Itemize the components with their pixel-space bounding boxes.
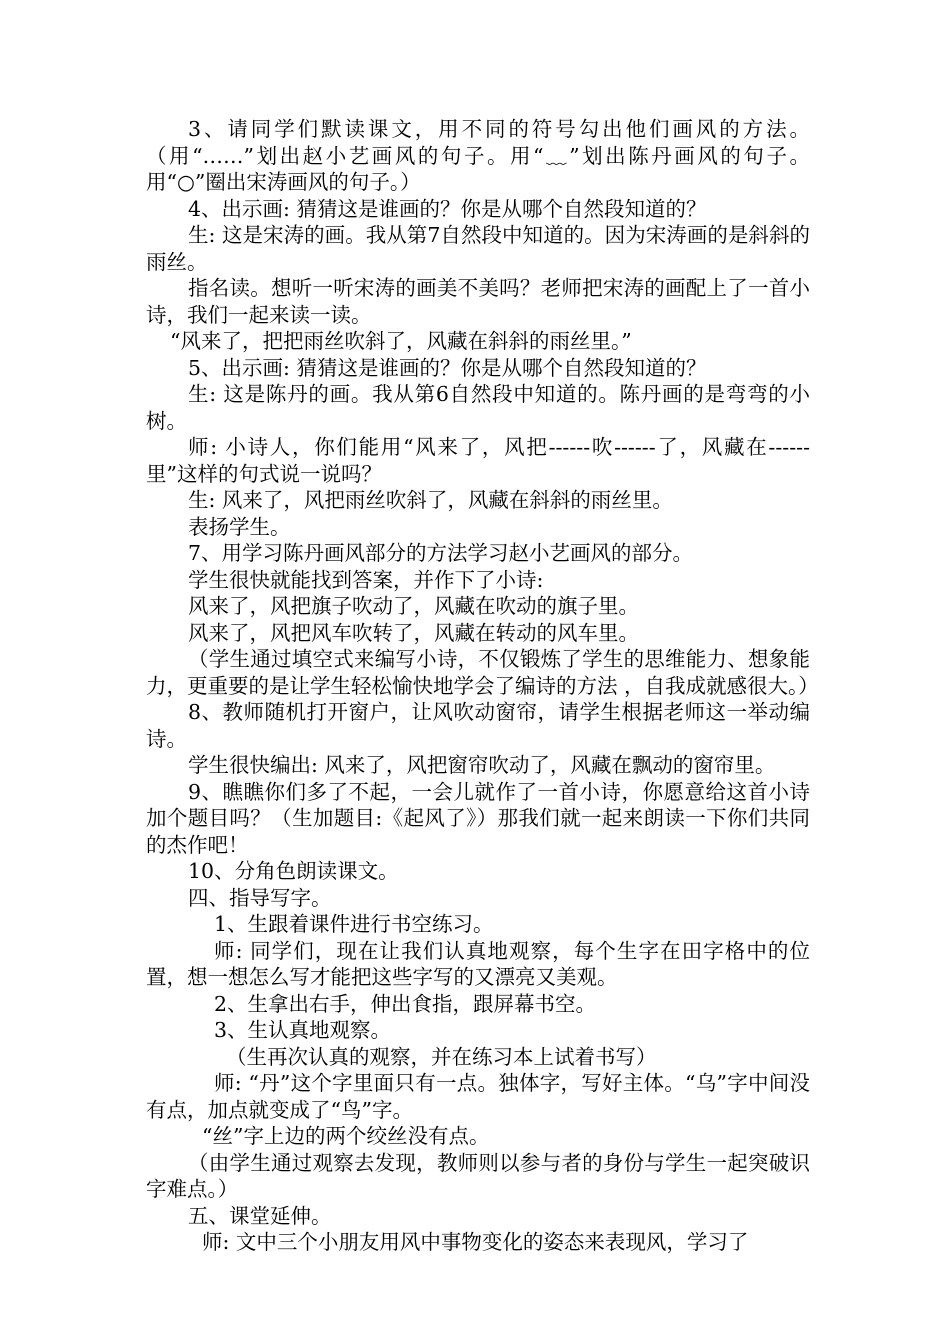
- section-heading-extension: 五、课堂延伸。: [188, 1203, 332, 1228]
- paragraph-student-answer-1: 生: 这是宋涛的画。我从第7自然段中知道的。因为宋涛画的是斜斜的雨丝。: [146, 223, 810, 274]
- paragraph-writing-step-1: 1、生跟着课件进行书空练习。: [214, 912, 494, 936]
- paragraph-si-note: “丝”字上边的两个绞丝没有点。: [202, 1124, 490, 1148]
- paragraph-step-7: 7、用学习陈丹画风部分的方法学习赵小艺画风的部分。: [188, 541, 694, 565]
- paragraph-student-curtain: 学生很快编出: 风来了，风把窗帘吹动了，风藏在飘动的窗帘里。: [188, 753, 776, 777]
- paragraph-read-poem-intro: 指名读。想听一听宋涛的画美不美吗？老师把宋涛的画配上了一首小诗，我们一起来读一读。: [146, 276, 810, 327]
- paragraph-student-answer-2: 生: 这是陈丹的画。我从第6自然段中知道的。陈丹画的是弯弯的小树。: [146, 382, 810, 433]
- paragraph-student-found: 学生很快就能找到答案，并作下了小诗:: [188, 567, 544, 592]
- paragraph-teacher-observe: 师: 同学们，现在让我们认真地观察，每个生字在田字格中的位置，想一想怎么写才能把这些字写的又漂亮又美观。: [146, 938, 810, 989]
- paragraph-poem-flag: 风来了，风把旗子吹动了，风藏在吹动的旗子里。: [188, 594, 639, 618]
- paragraph-teacher-extension: 师: 文中三个小朋友用风中事物变化的姿态来表现风，学习了: [202, 1230, 749, 1254]
- paragraph-teacher-dan: 师: “丹”这个字里面只有一点。独体字，写好主体。“乌”字中间没有点，加点就变成了“鸟”字。: [146, 1071, 810, 1122]
- paragraph-step-3: 3、请同学们默读课文，用不同的符号勾出他们画风的方法。（用“……”划出赵小艺画风的句子。用“﹏”划出陈丹画风的句子。用“○”圈出宋涛画风的句子。）: [146, 117, 810, 194]
- paragraph-step-9: 9、瞧瞧你们多了不起，一会儿就作了一首小诗，你愿意给这首小诗加个题目吗？（生加题目:《起风了》）那我们就一起来朗读一下你们共同的杰作吧！: [146, 779, 810, 857]
- paragraph-note-observe: （生再次认真的观察，并在练习本上试着书写）: [226, 1044, 657, 1069]
- paragraph-praise: 表扬学生。: [188, 514, 291, 539]
- paragraph-writing-step-3: 3、生认真地观察。: [214, 1018, 392, 1042]
- section-heading-writing: 四、指导写字。: [188, 885, 332, 910]
- paragraph-teacher-prompt: 师: 小诗人，你们能用“风来了，风把------吹------了，风藏在------里”这样的句式说一说吗？: [146, 435, 810, 486]
- paragraph-step-4: 4、出示画: 猜猜这是谁画的？你是从哪个自然段知道的？: [188, 196, 707, 221]
- paragraph-note-discover: （由学生通过观察去发现，教师则以参与者的身份与学生一起突破识字难点。）: [146, 1150, 810, 1201]
- paragraph-poem-quote: “风来了，把把雨丝吹斜了，风藏在斜斜的雨丝里。”: [170, 329, 632, 353]
- paragraph-step-10: 10、分角色朗读课文。: [188, 859, 399, 883]
- paragraph-poem-windmill: 风来了，风把风车吹转了，风藏在转动的风车里。: [188, 620, 639, 645]
- paragraph-student-poem: 生: 风来了，风把雨丝吹斜了，风藏在斜斜的雨丝里。: [188, 488, 673, 512]
- paragraph-step-8: 8、教师随机打开窗户，让风吹动窗帘，请学生根据老师这一举动编诗。: [146, 700, 810, 751]
- document-body: [146, 116, 819, 1256]
- paragraph-writing-step-2: 2、生拿出右手，伸出食指，跟屏幕书空。: [214, 991, 597, 1016]
- paragraph-step-5: 5、出示画: 猜猜这是谁画的？你是从哪个自然段知道的？: [188, 355, 707, 380]
- paragraph-note-poem: （学生通过填空式来编写小诗，不仅锻炼了学生的思维能力、想象能力，更重要的是让学生轻松愉快地学会了编诗的方法 ，自我成就感很大。）: [146, 647, 819, 698]
